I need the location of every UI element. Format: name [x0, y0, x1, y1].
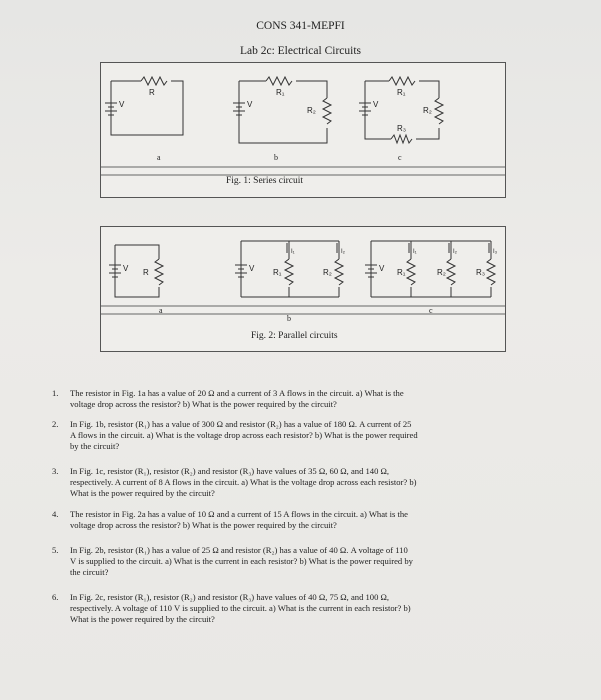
fig1b-resistor-r1	[266, 77, 292, 85]
fig1c-label-v: V	[373, 100, 379, 109]
fig2c-label-r1: R₁	[397, 268, 406, 277]
fig2c-resistor-r1	[407, 259, 415, 285]
fig2c-label-r3: R₃	[476, 268, 486, 277]
fig1-caption: Fig. 1: Series circuit	[226, 176, 304, 186]
fig2c-label-i3: I₃	[493, 249, 498, 255]
question-number: 3.	[52, 466, 59, 476]
fig1c-resistor-r1	[389, 77, 415, 85]
fig1-cell-c: c	[398, 153, 402, 162]
fig1a-label-v: V	[119, 100, 125, 109]
fig2c-label-i1: I₁	[413, 249, 417, 255]
fig2b-label-v: V	[249, 264, 255, 273]
fig2b-label-i1: I₁	[291, 249, 295, 255]
question-number: 1.	[52, 388, 59, 398]
fig2-cell-a: a	[159, 306, 163, 315]
question-line: A flows in the circuit. a) What is the voltage drop across each resistor? b) What is the power required	[70, 430, 418, 440]
fig2c-label-i2: I₂	[453, 249, 457, 255]
fig2c-label-r2: R₂	[437, 268, 446, 277]
fig1c-resistor-r3	[391, 135, 412, 143]
question-line: voltage drop across the resistor? b) What is the power required by the circuit?	[70, 399, 337, 409]
question-line: the circuit?	[70, 567, 109, 577]
fig2a-label-r: R	[143, 268, 149, 277]
question-line: respectively. A voltage of 110 V is supplied to the circuit. a) What is the current in each resistor? b)	[70, 603, 411, 613]
fig2a-label-v: V	[123, 264, 129, 273]
fig2b-label-i2: I₂	[341, 249, 345, 255]
fig2c-label-v: V	[379, 264, 385, 273]
fig2b-label-r1: R₁	[273, 268, 282, 277]
fig1-cell-a: a	[157, 153, 161, 162]
fig2c-resistor-r2	[447, 259, 455, 285]
fig2b-label-r2: R₂	[323, 268, 332, 277]
fig1a-resistor	[141, 77, 167, 85]
question-line: respectively. A current of 8 A flows in the circuit. a) What is the voltage drop across each resistor? b)	[70, 477, 417, 487]
question-number: 2.	[52, 419, 59, 429]
fig2b-resistor-r1	[285, 259, 293, 285]
fig1c-label-r2: R₂	[423, 106, 432, 115]
question-number: 6.	[52, 592, 59, 602]
fig1b-label-r1: R₁	[276, 88, 285, 97]
fig1c-label-r1: R₁	[397, 88, 406, 97]
question-line: In Fig. 2c, resistor (R₁), resistor (R₂) and resistor (R₃) have values of 40 Ω, 75 Ω, and 100 Ω,	[70, 592, 390, 602]
fig2-current-arrows	[287, 243, 489, 253]
question-line: What is the power required by the circuit?	[70, 614, 215, 624]
question-line: In Fig. 1c, resistor (R₁), resistor (R₂) and resistor (R₃) have values of 35 Ω, 60 Ω, and 140 Ω,	[70, 466, 390, 476]
fig2-cell-b: b	[287, 314, 291, 323]
fig1-cell-b: b	[274, 153, 278, 162]
question-line: V is supplied to the circuit. a) What is the current in each resistor? b) What is the power required by	[70, 556, 413, 566]
question-line: In Fig. 2b, resistor (R₁) has a value of 25 Ω and resistor (R₂) has a value of 40 Ω. A voltage of 110	[70, 545, 408, 555]
question-line: The resistor in Fig. 1a has a value of 20 Ω and a current of 3 A flows in the circuit. a) What is the	[70, 388, 404, 398]
fig2-panel	[100, 226, 506, 352]
fig1b-resistor-r2	[323, 98, 331, 124]
question-line: by the circuit?	[70, 441, 120, 451]
question-line: The resistor in Fig. 2a has a value of 10 Ω and a current of 15 A flows in the circuit. a) What is the	[70, 509, 408, 519]
fig2a-resistor	[155, 259, 163, 285]
fig2-caption: Fig. 2: Parallel circuits	[251, 331, 338, 341]
question-number: 4.	[52, 509, 59, 519]
question-line: voltage drop across the resistor? b) What is the power required by the circuit?	[70, 520, 337, 530]
question-number: 5.	[52, 545, 59, 555]
fig1b-label-v: V	[247, 100, 253, 109]
fig1-panel	[100, 62, 506, 198]
fig1c-resistor-r2	[435, 98, 443, 124]
question-line: In Fig. 1b, resistor (R₁) has a value of 300 Ω and resistor (R₂) has a value of 180 Ω. A current of 25	[70, 419, 412, 429]
fig2c-resistor-r3	[487, 259, 495, 285]
fig1a-label-r: R	[149, 88, 155, 97]
fig2-cell-c: c	[429, 306, 433, 315]
question-line: What is the power required by the circuit?	[70, 488, 215, 498]
fig2c-wire	[371, 241, 491, 297]
fig1c-label-r3: R₃	[397, 124, 407, 133]
course-title: CONS 341-MEPFI	[256, 20, 345, 32]
fig2a-wire	[115, 245, 159, 297]
fig2b-resistor-r2	[335, 259, 343, 285]
lab-title: Lab 2c: Electrical Circuits	[239, 45, 362, 57]
fig1b-label-r2: R₂	[307, 106, 316, 115]
